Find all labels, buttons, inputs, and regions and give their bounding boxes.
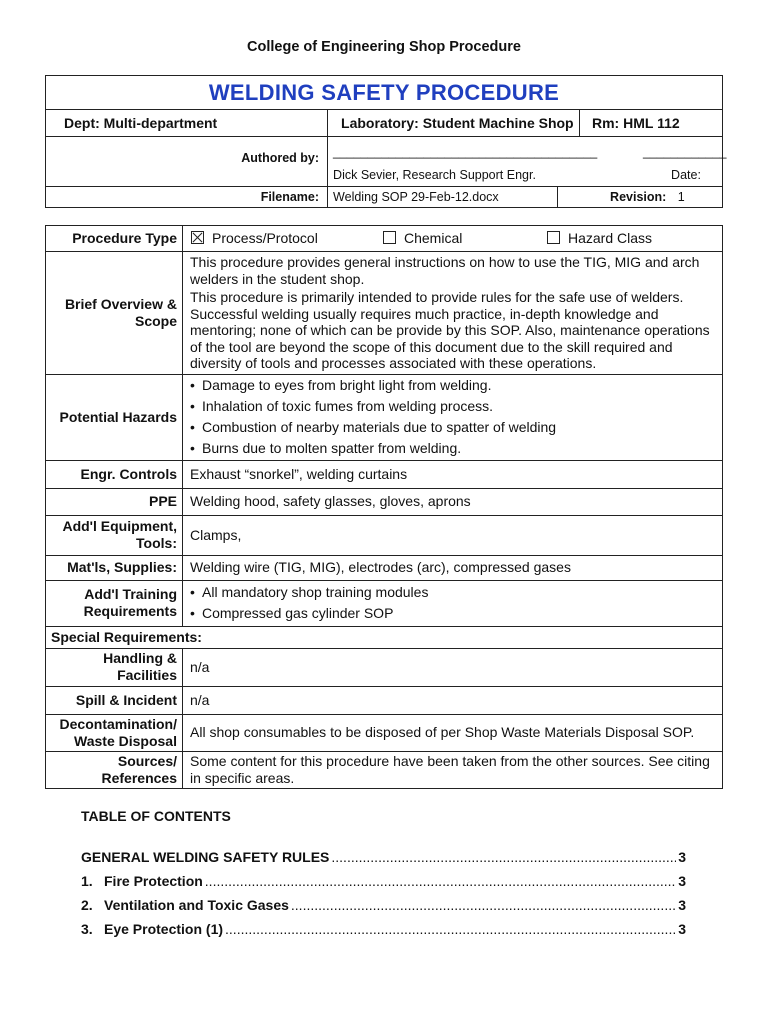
revision-value: 1 [677, 190, 685, 204]
list-item: • Combustion of nearby materials due to spatter of welding [187, 417, 722, 438]
checkbox-checked-icon[interactable] [191, 231, 204, 244]
college-header: College of Engineering Shop Procedure [247, 39, 521, 55]
author-cell [328, 137, 727, 187]
toc-entry-page: 3 [678, 849, 686, 865]
revision-label: Revision: [610, 190, 667, 204]
revision-cell [558, 187, 723, 208]
spill-label: Spill & Incident [46, 686, 183, 714]
toc-title: TABLE OF CONTENTS [81, 808, 231, 824]
filename-label: Filename: [46, 187, 328, 208]
list-item: • Damage to eyes from bright light from welding. [187, 375, 722, 396]
list-item: • Compressed gas cylinder SOP [187, 603, 722, 624]
ppe-value: Welding hood, safety glasses, gloves, aprons [183, 488, 723, 515]
toc-entry-text[interactable]: GENERAL WELDING SAFETY RULES [81, 849, 330, 865]
option-label: Process/Protocol [212, 230, 318, 247]
option-label: Chemical [404, 230, 463, 247]
date-label: Date: [671, 168, 701, 182]
toc-entry-text[interactable]: Eye Protection (1) [104, 921, 224, 937]
toc-entry[interactable] [81, 849, 686, 865]
room-cell: Rm: HML 112 [580, 110, 723, 137]
hazards-value [183, 374, 723, 460]
toc-entry-text[interactable]: Ventilation and Toxic Gases [104, 897, 289, 913]
toc-entry-page: 3 [678, 921, 686, 937]
dept-cell: Dept: Multi-department [46, 110, 328, 137]
author-signature-line: ______________________________________ [333, 145, 598, 159]
toc-entry-number: 1. [81, 873, 93, 889]
training-label: Add'l Training Requirements [46, 580, 183, 626]
list-item: • Burns due to molten spatter from welding. [187, 438, 722, 459]
decontamination-label: Decontamination/ Waste Disposal [46, 714, 183, 751]
sources-label: Sources/ References [46, 751, 183, 788]
checkbox-icon[interactable] [383, 231, 396, 244]
option-process-protocol[interactable] [191, 230, 383, 247]
toc-entry[interactable] [81, 897, 686, 913]
toc-entry-page: 3 [678, 873, 686, 889]
toc-leader [225, 921, 676, 937]
equipment-value: Clamps, [183, 515, 723, 555]
materials-label: Mat'ls, Supplies: [46, 555, 183, 580]
date-line: ____________ [643, 145, 727, 159]
handling-label: Handling & Facilities [46, 648, 183, 686]
special-requirements-label: Special Requirements: [46, 626, 723, 648]
engr-controls-value: Exhaust “snorkel”, welding curtains [183, 460, 723, 488]
author-name: Dick Sevier, Research Support Engr. [333, 168, 536, 182]
sources-value: Some content for this procedure have been taken from the other sources. See citing in specific areas. [183, 751, 723, 788]
option-label: Hazard Class [568, 230, 653, 247]
toc-entry-number: 2. [81, 897, 93, 913]
handling-value: n/a [183, 648, 723, 686]
toc-leader [205, 873, 676, 889]
toc-entry-page: 3 [678, 897, 686, 913]
authored-by-label: Authored by: [46, 137, 328, 187]
equipment-label: Add'l Equipment, Tools: [46, 515, 183, 555]
list-item: • Inhalation of toxic fumes from welding process. [187, 396, 722, 417]
filename-value: Welding SOP 29-Feb-12.docx [328, 187, 558, 208]
overview-paragraph-1: This procedure provides general instructions on how to use the TIG, MIG and arch welders in the student shop. [190, 254, 700, 287]
option-chemical[interactable] [383, 230, 547, 247]
toc-leader [291, 897, 676, 913]
checkbox-icon[interactable] [547, 231, 560, 244]
option-hazard-class[interactable] [547, 230, 652, 246]
procedure-type-options [183, 226, 723, 252]
training-value [183, 580, 723, 626]
training-list [187, 582, 722, 624]
toc-entry-text[interactable]: Fire Protection [104, 873, 203, 889]
toc-entry[interactable] [81, 921, 686, 937]
procedure-table [45, 225, 723, 789]
header-table [45, 75, 727, 208]
procedure-type-label: Procedure Type [46, 226, 183, 252]
hazards-list [187, 375, 722, 459]
laboratory-cell: Laboratory: Student Machine Shop [328, 110, 580, 137]
engr-controls-label: Engr. Controls [46, 460, 183, 488]
spill-value: n/a [183, 686, 723, 714]
overview-label: Brief Overview & Scope [46, 252, 183, 375]
ppe-label: PPE [46, 488, 183, 515]
list-item: • All mandatory shop training modules [187, 582, 722, 603]
toc-entry[interactable] [81, 873, 686, 889]
toc-leader [331, 849, 676, 865]
overview-value [183, 252, 723, 375]
overview-paragraph-2: This procedure is primarily intended to provide rules for the safe use of welders. Successful welding usually requires much practice, in-depth knowledge and mentoring; none of which can be provide by this SOP. Also, maintenance operations of the tool are beyond the scope of this document due to the skill required and diversity of tools and processes associated with these operations. [190, 289, 710, 371]
document-title: WELDING SAFETY PROCEDURE [46, 76, 723, 110]
materials-value: Welding wire (TIG, MIG), electrodes (arc), compressed gases [183, 555, 723, 580]
hazards-label: Potential Hazards [46, 374, 183, 460]
toc-entry-number: 3. [81, 921, 93, 937]
decontamination-value: All shop consumables to be disposed of per Shop Waste Materials Disposal SOP. [183, 714, 723, 751]
